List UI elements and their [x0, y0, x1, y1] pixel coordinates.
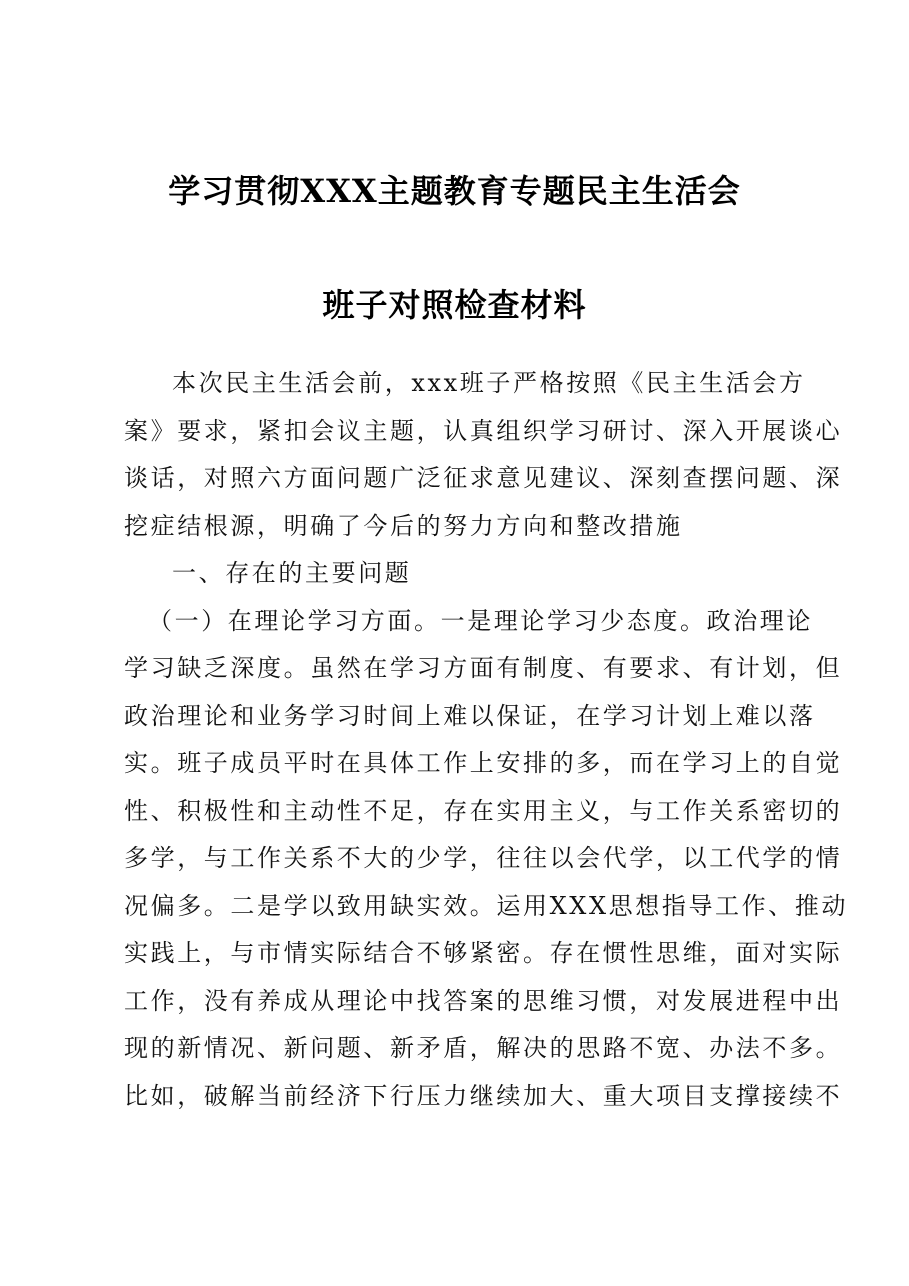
text-line: 政治理论和业务学习时间上难以保证，在学习计划上难以落	[124, 701, 816, 730]
text-line: 案》要求，紧扣会议主题，认真组织学习研讨、深入开展谈心	[124, 416, 843, 445]
text-line: （一）在理论学习方面。一是理论学习少态度。政治理论	[148, 606, 813, 635]
text-line: 现的新情况、新问题、新矛盾，解决的思路不宽、办法不多。	[124, 1034, 843, 1062]
text-line: 性、积极性和主动性不足，存在实用主义，与工作关系密切的	[124, 796, 843, 825]
text-line: 本次民主生活会前，xxx班子严格按照《民主生活会方	[172, 369, 806, 397]
intro-paragraph	[124, 360, 843, 550]
text-line: 实。班子成员平时在具体工作上安排的多，而在学习上的自觉	[124, 749, 843, 777]
document-body	[124, 360, 849, 1120]
text-line: 实践上，与市情实际结合不够紧密。存在惯性思维，面对实际	[124, 939, 843, 967]
text-line: 工作，没有养成从理论中找答案的思维习惯，对发展进程中出	[124, 986, 843, 1015]
section-1-paragraph	[124, 598, 849, 1121]
text-line: 比如，破解当前经济下行压力继续加大、重大项目支撑接续不	[124, 1081, 843, 1110]
text-line: 况偏多。二是学以致用缺实效。运用XXX思想指导工作、推动	[124, 891, 849, 920]
text-line: 挖症结根源，明确了今后的努力方向和整改措施	[124, 511, 683, 540]
section-heading	[124, 550, 796, 598]
document-title-line-1: 学习贯彻XXX主题教育专题民主生活会	[168, 172, 741, 210]
text-line: 学习缺乏深度。虽然在学习方面有制度、有要求、有计划，但	[124, 654, 843, 682]
text-line: 谈话，对照六方面问题广泛征求意见建议、深刻查摆问题、深	[124, 464, 843, 492]
document-title-line-2: 班子对照检查材料	[322, 286, 587, 324]
section-heading-text: 一、存在的主要问题	[172, 559, 412, 587]
text-line: 多学，与工作关系不大的少学，往往以会代学，以工代学的情	[124, 844, 843, 872]
